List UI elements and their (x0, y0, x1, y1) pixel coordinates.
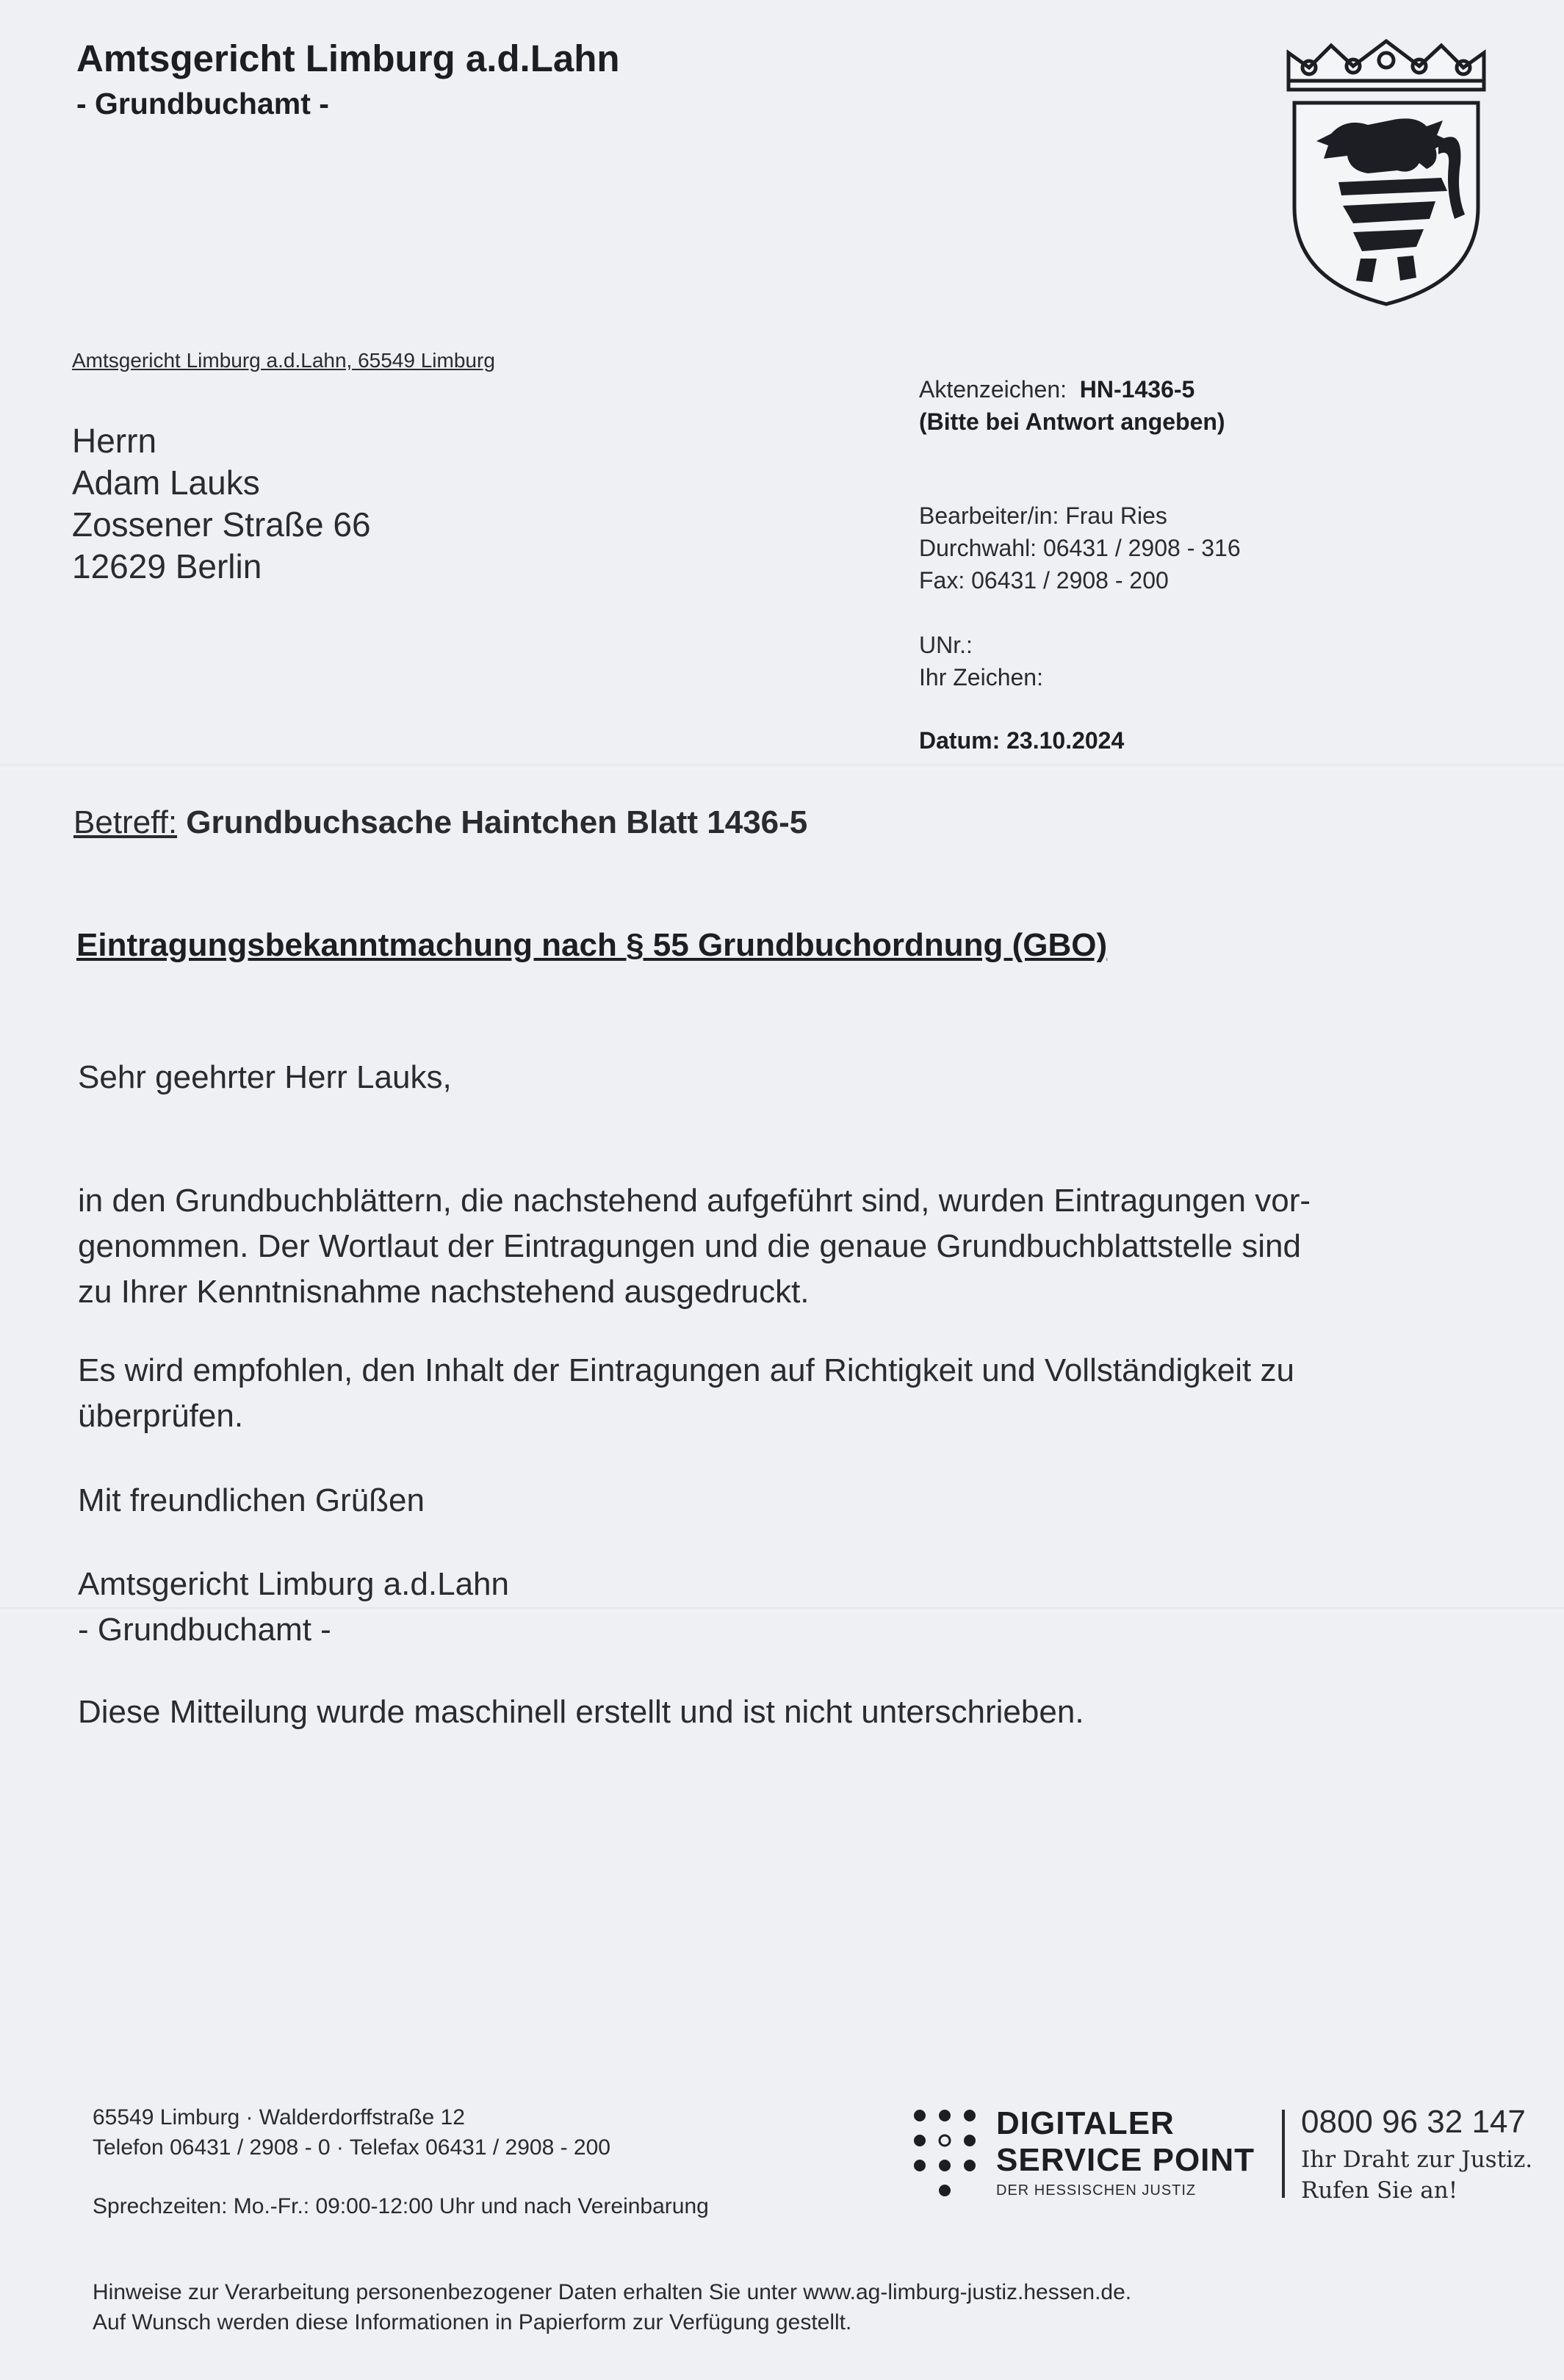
recipient-name: Adam Lauks (72, 464, 260, 502)
recipient-street: Zossener Straße 66 (72, 505, 371, 544)
hotline-tagline-2: Rufen Sie an! (1301, 2177, 1458, 2204)
paper-fold (0, 764, 1564, 768)
aktenzeichen-label: Aktenzeichen: (919, 376, 1067, 403)
service-point-title-2: SERVICE POINT (996, 2142, 1255, 2178)
paragraph-line: in den Grundbuchblättern, die nachstehend aufgeführt sind, wurden Eintragungen vor- (78, 1183, 1311, 1219)
greeting: Sehr geehrter Herr Lauks, (78, 1059, 452, 1095)
recipient-salutation: Herrn (72, 422, 157, 460)
footer-divider (1282, 2110, 1285, 2198)
closing: Mit freundlichen Grüßen (78, 1482, 425, 1518)
court-department: - Grundbuchamt - (76, 87, 329, 120)
court-name: Amtsgericht Limburg a.d.Lahn (76, 37, 620, 79)
service-point-subtitle: DER HESSISCHEN JUSTIZ (996, 2182, 1197, 2199)
subject-label: Betreff: (73, 804, 178, 840)
recipient-city: 12629 Berlin (72, 547, 262, 585)
paragraph-line: überprüfen. (78, 1398, 244, 1434)
paragraph-line: zu Ihrer Kenntnisnahme nachstehend ausgedruckt. (78, 1274, 810, 1310)
footer-phone: Telefon 06431 / 2908 - 0 · Telefax 06431 / 2908 - 200 (93, 2135, 610, 2160)
paragraph-1 (78, 1178, 1311, 1315)
unr: UNr.: (919, 632, 973, 658)
fax-number: Fax: 06431 / 2908 - 200 (919, 567, 1169, 594)
bearbeiter: Bearbeiter/in: Frau Ries (919, 502, 1167, 529)
privacy-note-2: Auf Wunsch werden diese Informationen in Papierform zur Verfügung gestellt. (93, 2310, 852, 2334)
recipient-address (72, 420, 371, 588)
ihr-zeichen: Ihr Zeichen: (919, 664, 1043, 690)
aktenzeichen (919, 376, 1194, 403)
subject-value: Grundbuchsache Haintchen Blatt 1436-5 (186, 804, 808, 840)
paragraph-2 (78, 1348, 1294, 1439)
hotline-number: 0800 96 32 147 (1301, 2104, 1526, 2140)
signature-block (78, 1562, 509, 1653)
subject-line (73, 804, 807, 841)
aktenzeichen-value: HN-1436-5 (1079, 376, 1195, 403)
sender-return-address: Amtsgericht Limburg a.d.Lahn, 65549 Limburg (72, 349, 495, 372)
durchwahl: Durchwahl: 06431 / 2908 - 316 (919, 535, 1241, 561)
signature-department: - Grundbuchamt - (78, 1612, 331, 1648)
signature-court: Amtsgericht Limburg a.d.Lahn (78, 1566, 509, 1602)
document-headline: Eintragungsbekanntmachung nach § 55 Grundbuchordnung (GBO) (76, 927, 1108, 963)
paragraph-line: genommen. Der Wortlaut der Eintragungen und die genaue Grundbuchblattstelle sind (78, 1228, 1301, 1264)
footer-address: 65549 Limburg · Walderdorffstraße 12 (93, 2105, 465, 2130)
footer-hours: Sprechzeiten: Mo.-Fr.: 09:00-12:00 Uhr und nach Vereinbarung (93, 2194, 709, 2218)
hessen-lion-coat-of-arms-icon (1280, 38, 1493, 310)
machine-generated-note: Diese Mitteilung wurde maschinell erstellt und ist nicht unterschrieben. (78, 1694, 1084, 1730)
hotline-tagline-1: Ihr Draht zur Justiz. (1301, 2146, 1533, 2173)
privacy-note-1: Hinweise zur Verarbeitung personenbezogener Daten erhalten Sie unter www.ag-limburg-justiz.hessen.de. (93, 2280, 1132, 2304)
service-point-title-1: DIGITALER (996, 2105, 1175, 2141)
paragraph-line: Es wird empfohlen, den Inhalt der Eintragungen auf Richtigkeit und Vollständigkeit zu (78, 1352, 1294, 1388)
aktenzeichen-note: (Bitte bei Antwort angeben) (919, 408, 1225, 435)
letter-date: Datum: 23.10.2024 (919, 727, 1125, 754)
service-point-dots-icon (911, 2107, 984, 2202)
